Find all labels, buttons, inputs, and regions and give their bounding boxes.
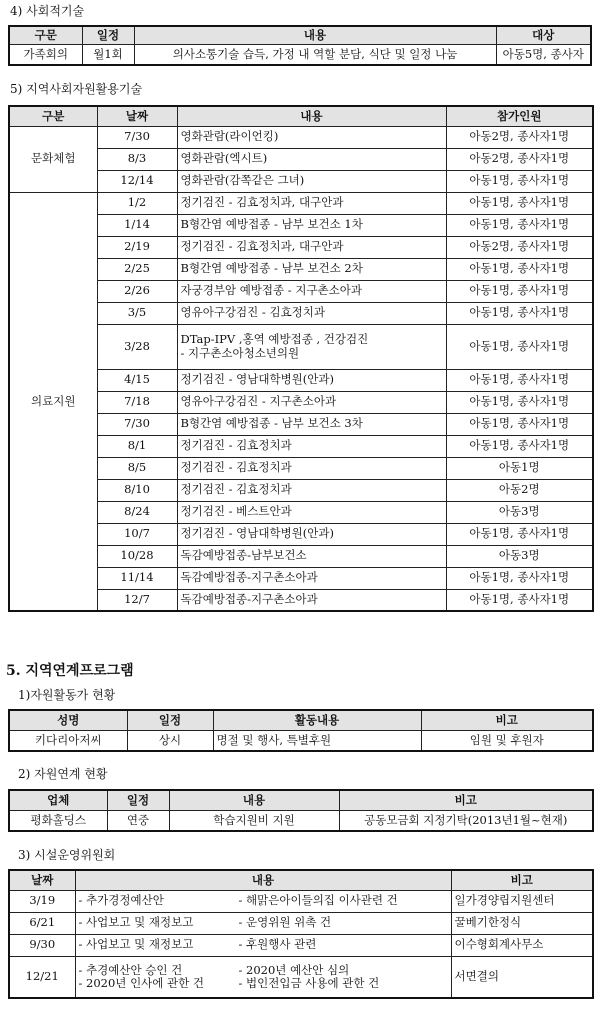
people-cell: 아동1명, 종사자1명 bbox=[446, 214, 593, 236]
people-cell: 아동2명, 종사자1명 bbox=[446, 148, 593, 170]
content-cell: 정기검진 - 김효정치과, 대구안과 bbox=[177, 236, 446, 258]
people-cell: 아동1명, 종사자1명 bbox=[446, 302, 593, 324]
col-header: 내용 bbox=[75, 870, 451, 890]
date-cell: 6/21 bbox=[9, 912, 75, 934]
date-cell: 1/2 bbox=[97, 192, 177, 214]
chapter-title: 5. 지역연계프로그램 bbox=[6, 663, 134, 679]
content-cell: 독감예방접종-지구촌소아과 bbox=[177, 567, 446, 589]
col-header: 구문 bbox=[9, 26, 82, 44]
date-cell: 7/18 bbox=[97, 391, 177, 413]
date-cell: 9/30 bbox=[9, 934, 75, 956]
date-cell: 10/28 bbox=[97, 545, 177, 567]
col-header: 내용 bbox=[177, 106, 446, 126]
date-cell: 7/30 bbox=[97, 126, 177, 148]
group-label: 문화체험 bbox=[9, 126, 97, 192]
col-header: 구분 bbox=[9, 106, 97, 126]
content-cell: 정기검진 - 김효정치과 bbox=[177, 479, 446, 501]
col-header: 비고 bbox=[421, 710, 593, 730]
cell: 아동5명, 종사자 bbox=[496, 44, 591, 65]
content-cell: 영화관람(엑시트) bbox=[177, 148, 446, 170]
note-cell: 이수형회계사무소 bbox=[451, 934, 593, 956]
date-cell: 8/10 bbox=[97, 479, 177, 501]
content-cell bbox=[75, 956, 451, 998]
people-cell: 아동1명 bbox=[446, 457, 593, 479]
content-cell: 영유아구강검진 - 김효정치과 bbox=[177, 302, 446, 324]
col-header: 활동내용 bbox=[213, 710, 421, 730]
date-cell: 8/1 bbox=[97, 435, 177, 457]
people-cell: 아동3명 bbox=[446, 545, 593, 567]
date-cell: 2/26 bbox=[97, 280, 177, 302]
cell: 명절 및 행사, 특별후원 bbox=[213, 730, 421, 751]
item-a: - 추경예산안 승인 건 bbox=[78, 962, 183, 977]
cell: 키다리아저씨 bbox=[9, 730, 127, 751]
people-cell: 아동3명 bbox=[446, 501, 593, 523]
content-cell: 정기검진 - 김효정치과 bbox=[177, 457, 446, 479]
volunteer-heading: 1)자원활동가 현황 bbox=[18, 688, 116, 702]
item-a2: - 2020년 인사에 관한 건 bbox=[78, 975, 205, 990]
committee-heading: 3) 시설운영위원회 bbox=[18, 848, 116, 862]
people-cell: 아동1명, 종사자1명 bbox=[446, 523, 593, 545]
note-cell: 일가경양립지원센터 bbox=[451, 890, 593, 912]
content-line-1: DTap-IPV ,홍역 예방접종 , 건강검진 bbox=[180, 332, 369, 347]
date-cell: 3/5 bbox=[97, 302, 177, 324]
col-header: 비고 bbox=[451, 870, 593, 890]
cell: 임원 및 후원자 bbox=[421, 730, 593, 751]
content-cell: 영화관람(라이언킹) bbox=[177, 126, 446, 148]
content-line-2: - 지구촌소아청소년의원 bbox=[180, 345, 300, 360]
item-a: - 사업보고 및 재정보고 bbox=[78, 937, 194, 952]
col-header: 업체 bbox=[9, 790, 107, 810]
content-cell: 독감예방접종-지구촌소아과 bbox=[177, 589, 446, 611]
people-cell: 아동2명, 종사자1명 bbox=[446, 236, 593, 258]
content-cell bbox=[75, 912, 451, 934]
people-cell: 아동1명, 종사자1명 bbox=[446, 258, 593, 280]
committee-table bbox=[8, 869, 594, 999]
col-header: 내용 bbox=[169, 790, 339, 810]
col-header: 일정 bbox=[82, 26, 134, 44]
content-cell: 정기검진 - 영남대학병원(안과) bbox=[177, 369, 446, 391]
content-cell bbox=[177, 324, 446, 369]
people-cell: 아동1명, 종사자1명 bbox=[446, 391, 593, 413]
date-cell: 12/14 bbox=[97, 170, 177, 192]
cell: 가족회의 bbox=[9, 44, 82, 65]
item-b: - 후원행사 관련 bbox=[238, 937, 317, 952]
note-cell: 꿀베기한정식 bbox=[451, 912, 593, 934]
date-cell: 8/5 bbox=[97, 457, 177, 479]
col-header: 날짜 bbox=[97, 106, 177, 126]
cell: 학습지원비 지원 bbox=[169, 810, 339, 831]
col-header: 일정 bbox=[127, 710, 213, 730]
people-cell: 아동1명, 종사자1명 bbox=[446, 567, 593, 589]
volunteer-table bbox=[8, 709, 594, 752]
section-4-heading: 4) 사회적기술 bbox=[10, 4, 85, 18]
content-cell: 자궁경부암 예방접종 - 지구촌소아과 bbox=[177, 280, 446, 302]
item-b: - 해맑은아이들의집 이사관련 건 bbox=[238, 893, 398, 908]
col-header: 대상 bbox=[496, 26, 591, 44]
content-cell: 정기검진 - 베스트안과 bbox=[177, 501, 446, 523]
cell: 연중 bbox=[107, 810, 169, 831]
people-cell: 아동1명, 종사자1명 bbox=[446, 589, 593, 611]
content-cell: 정기검진 - 영남대학병원(안과) bbox=[177, 523, 446, 545]
people-cell: 아동1명, 종사자1명 bbox=[446, 192, 593, 214]
date-cell: 12/7 bbox=[97, 589, 177, 611]
content-cell: 독감예방접종-남부보건소 bbox=[177, 545, 446, 567]
date-cell: 11/14 bbox=[97, 567, 177, 589]
item-b: - 2020년 예산안 심의 bbox=[238, 962, 350, 977]
community-resource-table bbox=[8, 105, 594, 612]
date-cell: 1/14 bbox=[97, 214, 177, 236]
people-cell: 아동1명, 종사자1명 bbox=[446, 324, 593, 369]
people-cell: 아동2명, 종사자1명 bbox=[446, 126, 593, 148]
note-cell: 서면결의 bbox=[451, 956, 593, 998]
content-cell: B형간염 예방접종 - 남부 보건소 3차 bbox=[177, 413, 446, 435]
date-cell: 2/19 bbox=[97, 236, 177, 258]
date-cell: 12/21 bbox=[9, 956, 75, 998]
date-cell: 8/24 bbox=[97, 501, 177, 523]
date-cell: 8/3 bbox=[97, 148, 177, 170]
group-label: 의료지원 bbox=[9, 192, 97, 611]
item-a: - 추가경정예산안 bbox=[78, 893, 164, 908]
date-cell: 3/28 bbox=[97, 324, 177, 369]
cell: 의사소통기술 습득, 가정 내 역할 분담, 식단 및 일정 나눔 bbox=[134, 44, 496, 65]
item-b2: - 법인전입금 사용에 관한 건 bbox=[238, 975, 380, 990]
cell: 상시 bbox=[127, 730, 213, 751]
people-cell: 아동2명 bbox=[446, 479, 593, 501]
date-cell: 7/30 bbox=[97, 413, 177, 435]
col-header: 날짜 bbox=[9, 870, 75, 890]
content-cell: 영유아구강검진 - 지구촌소아과 bbox=[177, 391, 446, 413]
item-b: - 운영위원 위촉 건 bbox=[238, 915, 332, 930]
cell: 평화홀딩스 bbox=[9, 810, 107, 831]
people-cell: 아동1명, 종사자1명 bbox=[446, 170, 593, 192]
col-header: 비고 bbox=[339, 790, 593, 810]
people-cell: 아동1명, 종사자1명 bbox=[446, 435, 593, 457]
people-cell: 아동1명, 종사자1명 bbox=[446, 369, 593, 391]
content-cell: 정기검진 - 김효정치과, 대구안과 bbox=[177, 192, 446, 214]
date-cell: 3/19 bbox=[9, 890, 75, 912]
cell: 월1회 bbox=[82, 44, 134, 65]
content-cell: 영화관람(감쪽같은 그녀) bbox=[177, 170, 446, 192]
resource-link-heading: 2) 자원연계 현황 bbox=[18, 767, 108, 781]
people-cell: 아동1명, 종사자1명 bbox=[446, 280, 593, 302]
people-cell: 아동1명, 종사자1명 bbox=[446, 413, 593, 435]
content-cell: B형간염 예방접종 - 남부 보건소 1차 bbox=[177, 214, 446, 236]
col-header: 참가인원 bbox=[446, 106, 593, 126]
item-a: - 사업보고 및 재정보고 bbox=[78, 915, 194, 930]
col-header: 성명 bbox=[9, 710, 127, 730]
resource-link-table bbox=[8, 789, 594, 832]
content-cell bbox=[75, 890, 451, 912]
col-header: 내용 bbox=[134, 26, 496, 44]
date-cell: 2/25 bbox=[97, 258, 177, 280]
content-cell bbox=[75, 934, 451, 956]
content-cell: 정기검진 - 김효정치과 bbox=[177, 435, 446, 457]
cell: 공동모금회 지정기탁(2013년1월~현재) bbox=[339, 810, 593, 831]
date-cell: 10/7 bbox=[97, 523, 177, 545]
content-cell: B형간염 예방접종 - 남부 보건소 2차 bbox=[177, 258, 446, 280]
col-header: 일정 bbox=[107, 790, 169, 810]
social-skills-table bbox=[8, 25, 592, 66]
section-5-heading: 5) 지역사회자원활용기술 bbox=[10, 82, 143, 96]
date-cell: 4/15 bbox=[97, 369, 177, 391]
